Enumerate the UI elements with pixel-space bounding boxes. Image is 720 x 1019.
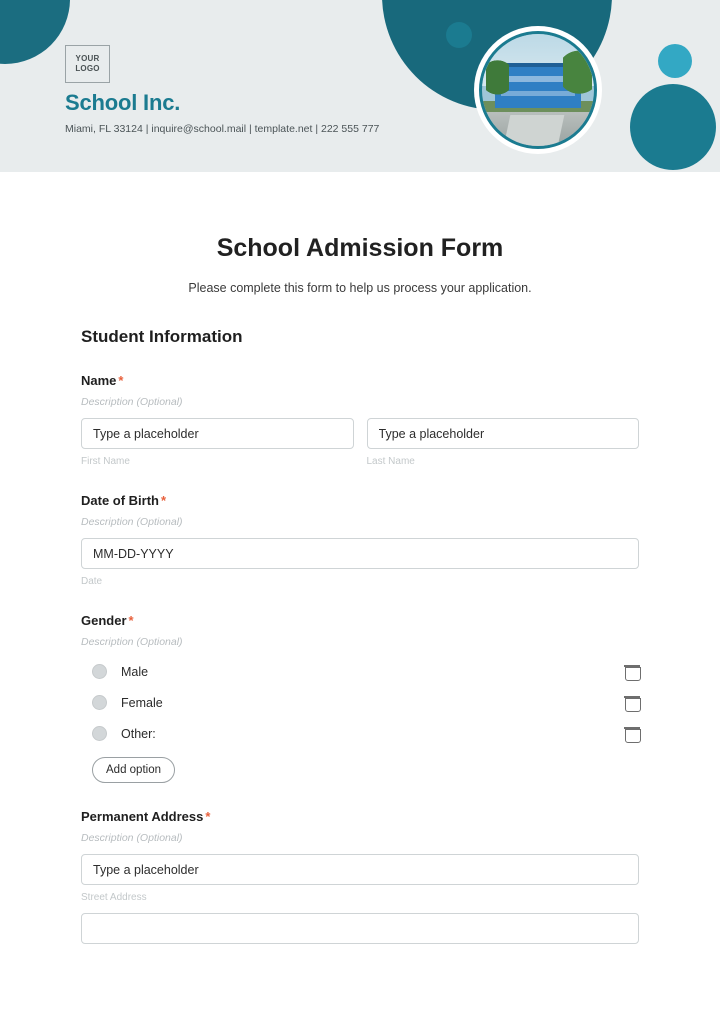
logo-line-2: LOGO (75, 64, 100, 73)
radio-icon-other[interactable] (92, 726, 107, 741)
field-permanent-address (81, 809, 639, 944)
option-label-other: Other: (121, 726, 156, 741)
school-building-photo (479, 31, 597, 149)
street-address-column (81, 854, 639, 903)
date-of-birth-row (81, 538, 639, 587)
required-marker: * (161, 493, 167, 508)
trash-icon-male[interactable] (625, 664, 639, 679)
required-marker: * (128, 613, 134, 628)
field-description-permanent-address: Description (Optional) (81, 832, 183, 844)
street-address-row (81, 854, 639, 903)
option-label-female: Female (121, 695, 163, 710)
field-gender (81, 613, 639, 783)
address-line-2-row (81, 913, 639, 944)
required-marker: * (205, 809, 211, 824)
field-description-name: Description (Optional) (81, 396, 183, 408)
photo-tree-right (563, 47, 592, 110)
decorative-circle-top-left (0, 0, 70, 64)
school-photo-frame (474, 26, 602, 154)
form-body (0, 234, 720, 944)
logo-line-1: YOUR (75, 54, 100, 63)
radio-icon-male[interactable] (92, 664, 107, 679)
required-marker: * (118, 373, 124, 388)
photo-tree-left (486, 54, 508, 106)
field-label-gender-text: Gender (81, 613, 127, 628)
section-title-student-information: Student Information (81, 327, 243, 346)
field-label-permanent-address (81, 809, 639, 824)
name-inputs-row (81, 418, 639, 467)
field-name (81, 373, 639, 467)
field-description-gender: Description (Optional) (81, 636, 183, 648)
street-address-sub-label: Street Address (81, 892, 147, 903)
page-title: School Admission Form (216, 234, 504, 262)
option-row-other[interactable] (81, 726, 639, 741)
street-address-input[interactable] (81, 854, 639, 885)
last-name-input[interactable] (367, 418, 640, 449)
field-label-date-of-birth-text: Date of Birth (81, 493, 159, 508)
option-label-male: Male (121, 664, 149, 679)
option-row-male[interactable] (81, 664, 639, 679)
date-of-birth-column (81, 538, 639, 587)
first-name-input[interactable] (81, 418, 354, 449)
page-subtitle: Please complete this form to help us process your application. (188, 281, 532, 295)
decorative-circle-right-small (658, 44, 692, 78)
radio-icon-female[interactable] (92, 695, 107, 710)
decorative-circle-small (446, 22, 472, 48)
field-label-name-text: Name (81, 373, 117, 388)
field-label-gender (81, 613, 639, 628)
document-header (0, 0, 720, 172)
field-label-name (81, 373, 639, 388)
last-name-column (367, 418, 640, 467)
logo-placeholder (65, 45, 110, 83)
add-option-button[interactable]: Add option (92, 757, 175, 783)
address-line-2-column (81, 913, 639, 944)
company-name: School Inc. (65, 90, 181, 115)
decorative-circle-right (630, 84, 716, 170)
trash-icon-female[interactable] (625, 695, 639, 710)
field-date-of-birth (81, 493, 639, 587)
last-name-sub-label: Last Name (366, 456, 415, 467)
option-row-female[interactable] (81, 695, 639, 710)
address-line-2-input[interactable] (81, 913, 639, 944)
date-of-birth-input[interactable] (81, 538, 639, 569)
trash-icon-other[interactable] (625, 726, 639, 741)
photo-path (503, 115, 563, 146)
field-label-permanent-address-text: Permanent Address (81, 809, 204, 824)
first-name-column (81, 418, 354, 467)
first-name-sub-label: First Name (81, 456, 130, 467)
company-contact-info: Miami, FL 33124 | inquire@school.mail | template.net | 222 555 777 (65, 123, 380, 135)
field-label-date-of-birth (81, 493, 639, 508)
date-of-birth-sub-label: Date (81, 576, 103, 587)
field-description-date-of-birth: Description (Optional) (81, 516, 183, 528)
